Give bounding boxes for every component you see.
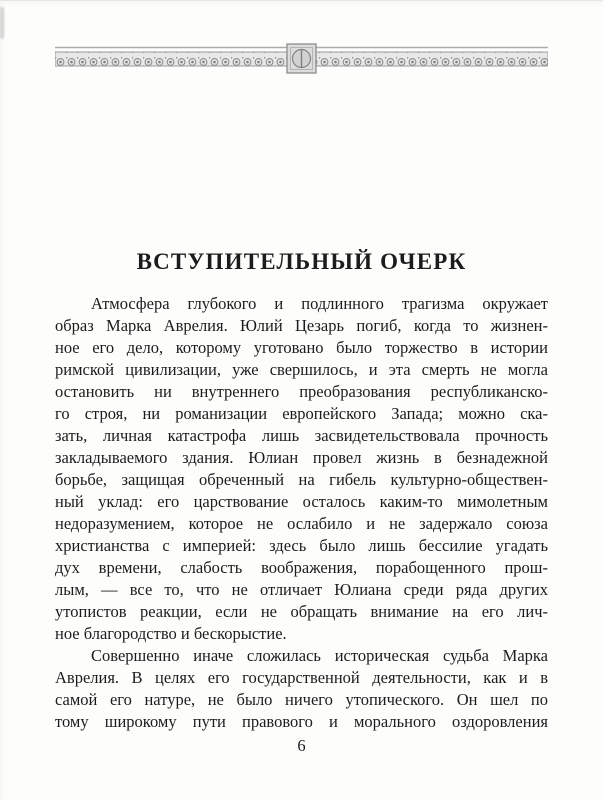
text-line: самой его натуре, не было ничего утопического. Он шел по <box>55 690 548 709</box>
text-line: го строя, ни романизации европейского Запада; можно ска- <box>55 404 548 423</box>
text-line: утопистов реакции, если не обращать внимание на его лич- <box>55 602 548 621</box>
text-line: образ Марка Аврелия. Юлий Цезарь погиб, когда то жизнен- <box>55 316 548 335</box>
ornament-band-graphic <box>55 41 548 77</box>
text-line: остановить ни внутреннего преобразования республиканско- <box>55 382 548 401</box>
ornament-band <box>55 41 548 77</box>
text-line: дух времени, слабость воображения, порабощенного прош- <box>55 558 548 577</box>
text-line: Аврелия. В целях его государственной деятельности, как и в <box>55 668 548 687</box>
text-line: тому широкому пути правового и морального оздоровления <box>55 712 548 731</box>
text-line: ное благородство и бескорыстие. <box>55 624 287 643</box>
text-line: лым, — все то, что не отличает Юлиана среди ряда других <box>55 580 548 599</box>
scan-edge-artifact <box>0 7 4 39</box>
body-text <box>55 293 548 733</box>
paragraph <box>55 645 548 733</box>
text-line: недоразумением, которое не ослабило и не задержало союза <box>55 514 548 533</box>
text-line: римской цивилизации, уже свершилось, и эта смерть не могла <box>55 360 548 379</box>
text-line: закладываемого здания. Юлиан провел жизнь в безнадежной <box>55 448 548 467</box>
text-line: Атмосфера глубокого и подлинного трагизма окружает <box>91 294 548 313</box>
text-line: ное его дело, которому уготовано было торжество в истории <box>55 338 548 357</box>
chapter-title: ВСТУПИТЕЛЬНЫЙ ОЧЕРК <box>136 249 467 274</box>
paragraph <box>55 293 548 645</box>
text-line: зать, личная катастрофа лишь засвидетельствовала прочность <box>55 426 548 445</box>
page-number: 6 <box>297 736 306 755</box>
text-line: ный уклад: его царствование осталось каким-то мимолетным <box>55 492 548 511</box>
text-line: христианства с империей: здесь было лишь бессилие угадать <box>55 536 548 555</box>
ornament-medallion-icon <box>287 44 316 73</box>
text-line: борьбе, защищая обреченный на гибель культурно-обществен- <box>55 470 548 489</box>
text-line: Совершенно иначе сложилась историческая судьба Марка <box>91 646 548 665</box>
